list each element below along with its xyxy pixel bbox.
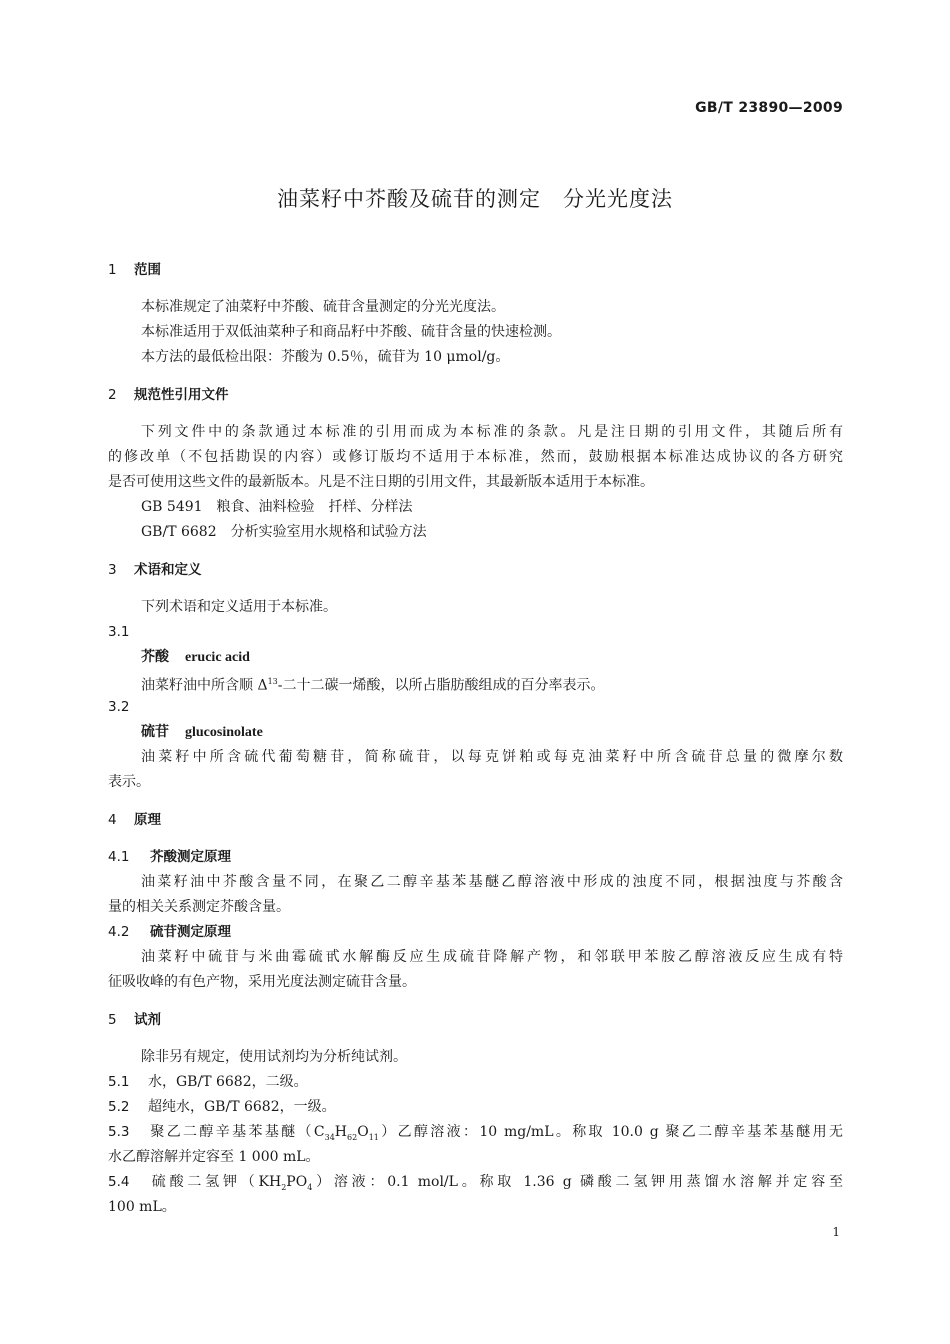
reagent-item — [108, 1072, 308, 1092]
item-text: 水，GB/T 6682，二级。 — [148, 1074, 308, 1090]
term-definition: 表示。 — [108, 774, 150, 790]
section-number: 4 — [108, 812, 117, 828]
definition-text: -二十二碳一烯酸，以所占脂肪酸组成的百分率表示。 — [277, 677, 605, 694]
term-zh: 芥酸 — [141, 649, 169, 665]
subsection-number: 4.1 — [108, 849, 130, 865]
item-text: PO — [286, 1174, 308, 1190]
section-title: 试剂 — [134, 1012, 161, 1028]
subsection-title: 芥酸测定原理 — [150, 849, 231, 865]
section-5-heading — [108, 1010, 161, 1030]
subsection-title: 硫苷测定原理 — [150, 924, 231, 940]
normative-reference: GB/T 6682 分析实验室用水规格和试验方法 — [141, 524, 427, 540]
term-en: erucic acid — [185, 650, 250, 665]
term-number: 3.1 — [108, 624, 130, 640]
item-text: 硫酸二氢钾（KH — [148, 1174, 282, 1190]
section-number: 3 — [108, 562, 117, 578]
subscript: 34 — [324, 1132, 335, 1142]
subsection-number: 4.2 — [108, 924, 130, 940]
section-2-heading — [108, 385, 229, 405]
term-glucosinolate — [141, 722, 263, 743]
document-title: 油菜籽中芥酸及硫苷的测定 分光光度法 — [277, 187, 673, 211]
section-number: 1 — [108, 262, 117, 278]
item-number: 5.4 — [108, 1174, 130, 1190]
standard-number: GB/T 23890—2009 — [695, 100, 843, 116]
section-title: 术语和定义 — [134, 562, 202, 578]
paragraph: 本方法的最低检出限：芥酸为 0.5％，硫苷为 10 μmol/g。 — [141, 349, 510, 365]
term-definition — [141, 672, 843, 696]
subscript: 11 — [368, 1132, 379, 1142]
subsection-4-2-heading — [108, 922, 231, 942]
paragraph: 本标准适用于双低油菜种子和商品籽中芥酸、硫苷含量的快速检测。 — [141, 324, 561, 340]
term-en: glucosinolate — [185, 725, 263, 740]
item-text: ）乙醇溶液：10 mg/mL。称取 10.0 g 聚乙二醇辛基苯基醚用无 — [378, 1124, 843, 1140]
item-text: 超纯水，GB/T 6682，一级。 — [148, 1099, 336, 1115]
term-definition: 油菜籽中所含硫代葡萄糖苷，简称硫苷，以每克饼粕或每克油菜籽中所含硫苷总量的微摩尔数 — [141, 749, 843, 765]
reagent-item — [108, 1172, 843, 1198]
paragraph-line: 油菜籽油中芥酸含量不同，在聚乙二醇辛基苯基醚乙醇溶液中形成的浊度不同，根据浊度与芥酸含 — [141, 874, 843, 890]
item-text: ）溶液：0.1 mol/L。称取 1.36 g 磷酸二氢钾用蒸馏水溶解并定容至 — [312, 1174, 843, 1190]
paragraph-line: 量的相关关系测定芥酸含量。 — [108, 899, 290, 915]
section-number: 5 — [108, 1012, 117, 1028]
subscript: 2 — [281, 1182, 287, 1192]
normative-reference: GB 5491 粮食、油料检验 扦样、分样法 — [141, 499, 413, 515]
section-4-heading — [108, 810, 161, 830]
item-text: O — [357, 1124, 369, 1140]
item-text: 聚乙二醇辛基苯基醚（C — [148, 1124, 325, 1140]
term-erucic-acid — [141, 647, 250, 668]
item-number: 5.1 — [108, 1074, 130, 1090]
subscript: 4 — [307, 1182, 313, 1192]
item-number: 5.2 — [108, 1099, 130, 1115]
item-text: H — [334, 1124, 348, 1140]
page-number: 1 — [832, 1225, 840, 1239]
reagent-item — [108, 1097, 336, 1117]
paragraph-line: 是否可使用这些文件的最新版本。凡是不注日期的引用文件，其最新版本适用于本标准。 — [108, 474, 654, 490]
reagent-item-continued: 100 mL。 — [108, 1199, 176, 1215]
section-1-heading — [108, 260, 161, 280]
section-3-heading — [108, 560, 202, 580]
paragraph: 下列术语和定义适用于本标准。 — [141, 599, 337, 615]
paragraph: 本标准规定了油菜籽中芥酸、硫苷含量测定的分光光度法。 — [141, 299, 505, 315]
term-number: 3.2 — [108, 699, 130, 715]
section-title: 规范性引用文件 — [134, 387, 229, 403]
subscript: 62 — [347, 1132, 358, 1142]
paragraph: 除非另有规定，使用试剂均为分析纯试剂。 — [141, 1049, 407, 1065]
reagent-item — [108, 1122, 843, 1148]
superscript: 13 — [267, 677, 278, 686]
paragraph-line: 油菜籽中硫苷与米曲霉硫甙水解酶反应生成硫苷降解产物，和邻联甲苯胺乙醇溶液反应生成有特 — [141, 949, 843, 965]
reagent-item-continued: 水乙醇溶解并定容至 1 000 mL。 — [108, 1149, 320, 1165]
paragraph-line: 的修改单（不包括勘误的内容）或修订版均不适用于本标准，然而，鼓励根据本标准达成协议的各方研究 — [108, 449, 843, 465]
item-number: 5.3 — [108, 1124, 130, 1140]
section-title: 原理 — [134, 812, 161, 828]
paragraph-line: 征吸收峰的有色产物，采用光度法测定硫苷含量。 — [108, 974, 416, 990]
subsection-4-1-heading — [108, 847, 231, 867]
paragraph-line: 下列文件中的条款通过本标准的引用而成为本标准的条款。凡是注日期的引用文件，其随后所有 — [141, 424, 843, 440]
section-title: 范围 — [134, 262, 161, 278]
definition-text: 油菜籽油中所含顺 Δ — [141, 677, 268, 694]
section-number: 2 — [108, 387, 117, 403]
term-zh: 硫苷 — [141, 724, 169, 740]
